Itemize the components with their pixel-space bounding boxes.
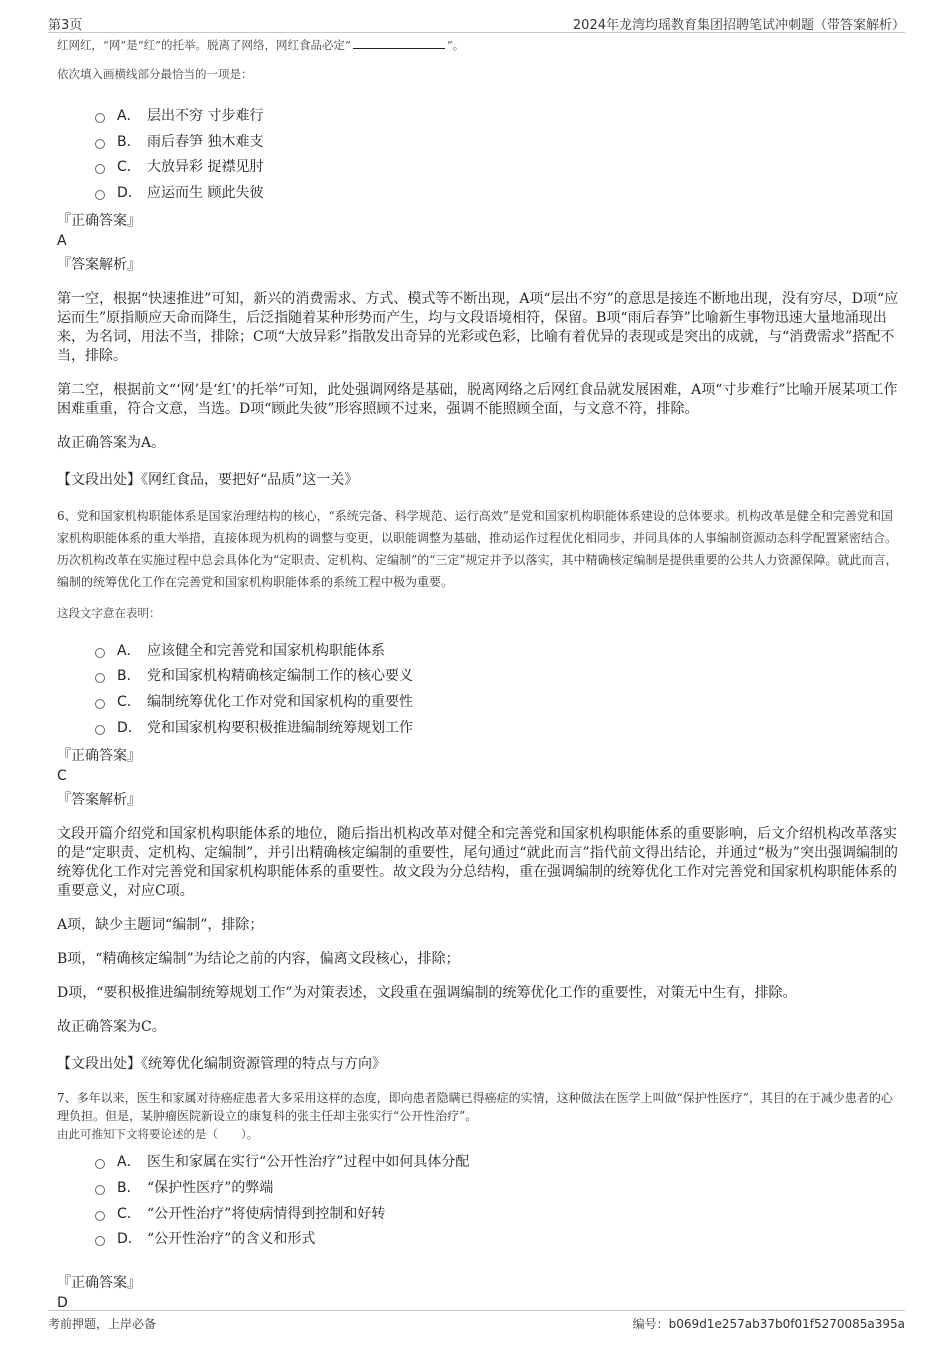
- analysis-conclusion: 故正确答案为A。: [57, 434, 166, 451]
- question-7: [57, 1089, 902, 1314]
- option-d[interactable]: D． 党和国家机构要积极推进编制统筹规划工作: [95, 714, 902, 740]
- correct-answer: D: [57, 1295, 68, 1312]
- radio-icon[interactable]: [95, 1185, 105, 1195]
- option-a[interactable]: A． 医生和家属在实行“公开性治疗”过程中如何具体分配: [95, 1149, 902, 1175]
- question-5-options: [95, 102, 902, 205]
- correct-answer: C: [57, 767, 67, 784]
- radio-icon[interactable]: [95, 725, 105, 735]
- correct-answer: A: [57, 232, 67, 249]
- question-6-stem: 6、党和国家机构职能体系是国家治理结构的核心，“系统完备、科学规范、运行高效”是党和国家机构职能体系建设的总体要求。机构改革是健全和完善党和国家机构职能体系的重大举措，直接体现为机构的调整与变更，以职能调整为基础，推动运作过程优化相同步，并同具体的人事编制资源动态科学配置紧密结合。历次机构改革在实施过程中总会具体化为“定职责、定机构、定编制”的“三定”规定并予以落实，其中精确核定编制是提供重要的公共人力资源保障。就此而言，编制的统筹优化工作在完善党和国家机构职能体系的系统工程中极为重要。: [57, 508, 898, 589]
- source-citation: 【文段出处】《网红食品，要把好“品质”这一关》: [57, 471, 359, 488]
- radio-icon[interactable]: [95, 1211, 105, 1221]
- page-number: 第3页: [48, 18, 83, 33]
- question-5-stem: [57, 34, 902, 56]
- source-citation: 【文段出处】《统筹优化编制资源管理的特点与方向》: [57, 1055, 386, 1072]
- question-5-prompt: 依次填入画横线部分最恰当的一项是：: [57, 67, 253, 81]
- analysis-conclusion: 故正确答案为C。: [57, 1018, 166, 1035]
- question-7-prompt: 由此可推知下文将要论述的是（ ）。: [57, 1126, 259, 1141]
- option-a[interactable]: A． 应该健全和完善党和国家机构职能体系: [95, 637, 902, 663]
- option-b[interactable]: B． “保护性医疗”的弊端: [95, 1174, 902, 1200]
- stem-suffix: ”。: [446, 38, 465, 52]
- analysis-paragraph: 文段开篇介绍党和国家机构职能体系的地位，随后指出机构改革对健全和完善党和国家机构职能体系的重要影响，后文介绍机构改革落实的是“定职责、定机构、定编制”，并引出精确核定编制的重要性，尾句通过“就此而言”指代前文得出结论，并通过“极为”突出强调编制的统筹优化工作对完善党和国家机构职能体系的重要性。故文段为分总结构，重在强调编制的统筹优化工作对完善党和国家机构职能体系的重要意义，对应C项。: [57, 825, 898, 899]
- answer-label: 『正确答案』: [57, 747, 141, 764]
- footer-slogan: 考前押题，上岸必备: [48, 1317, 157, 1331]
- answer-label: 『正确答案』: [57, 1275, 141, 1292]
- document-id: 编号：b069d1e257ab37b0f01f5270085a395a: [632, 1317, 905, 1331]
- analysis-item-d: D项，“要积极推进编制统筹规划工作”为对策表述，文段重在强调编制的统筹优化工作的重要性，对策无中生有，排除。: [57, 984, 797, 1001]
- fill-blank: [353, 36, 445, 49]
- radio-icon[interactable]: [95, 648, 105, 658]
- question-6-prompt: 这段文字意在表明：: [57, 605, 161, 620]
- question-6-options: [95, 637, 902, 740]
- question-5: [57, 34, 902, 489]
- analysis-paragraph: 第一空，根据“快速推进”可知，新兴的消费需求、方式、模式等不断出现，A项“层出不穷”的意思是接连不断地出现，没有穷尽，D项“应运而生”原指顺应天命而降生，后泛指随着某种形势而产生，均与文段语境相符，保留。B项“雨后春笋”比喻新生事物迅速大量地涌现出来，为名词，用法不当，排除；C项“大放异彩”指散发出奇异的光彩或色彩，比喻有着优异的表现或是突出的成就，与“消费需求”搭配不当，排除。: [57, 290, 899, 364]
- radio-icon[interactable]: [95, 113, 105, 123]
- option-d[interactable]: D． “公开性治疗”的含义和形式: [95, 1226, 902, 1252]
- analysis-label: 『答案解析』: [57, 791, 141, 808]
- option-b[interactable]: B． 党和国家机构精确核定编制工作的核心要义: [95, 662, 902, 688]
- document-title: 2024年龙湾均瑶教育集团招聘笔试冲刺题（带答案解析）: [572, 18, 905, 33]
- option-b[interactable]: B． 雨后春笋 独木难支: [95, 128, 902, 154]
- radio-icon[interactable]: [95, 190, 105, 200]
- analysis-label: 『答案解析』: [57, 256, 141, 273]
- question-7-stem: 7、多年以来，医生和家属对待癌症患者大多采用这样的态度，即向患者隐瞒已得癌症的实情，这种做法在医学上叫做“保护性医疗”，其目的在于减少患者的心理负担。但是，某肿瘤医院新设立的康复科的张主任却主张实行“公开性治疗”。: [57, 1090, 893, 1123]
- option-a[interactable]: A． 层出不穷 寸步难行: [95, 102, 902, 128]
- analysis-paragraph: 第二空，根据前文“‘网’是‘红’的托举”可知，此处强调网络是基础，脱离网络之后网红食品就发展困难，A项“寸步难行”比喻开展某项工作困难重重，符合文意，当选。D项“顾此失彼”形容照顾不过来，强调不能照顾全面，与文意不符，排除。: [57, 381, 898, 417]
- analysis-item-b: B项，“精确核定编制”为结论之前的内容，偏离文段核心，排除；: [57, 950, 460, 967]
- option-c[interactable]: C． 编制统筹优化工作对党和国家机构的重要性: [95, 688, 902, 714]
- analysis-item-a: A项，缺少主题词“编制”，排除；: [57, 916, 264, 933]
- radio-icon[interactable]: [95, 673, 105, 683]
- option-c[interactable]: C． “公开性治疗”将使病情得到控制和好转: [95, 1200, 902, 1226]
- option-c[interactable]: C． 大放异彩 捉襟见肘: [95, 153, 902, 179]
- radio-icon[interactable]: [95, 139, 105, 149]
- question-7-options: [95, 1149, 902, 1252]
- option-d[interactable]: D． 应运而生 顾此失彼: [95, 179, 902, 205]
- answer-label: 『正确答案』: [57, 212, 141, 229]
- radio-icon[interactable]: [95, 164, 105, 174]
- radio-icon[interactable]: [95, 699, 105, 709]
- page-footer: [48, 1310, 905, 1332]
- question-6: [57, 505, 902, 1073]
- radio-icon[interactable]: [95, 1159, 105, 1169]
- radio-icon[interactable]: [95, 1236, 105, 1246]
- stem-prefix: 红网红，“网”是“红”的托举。脱离了网络，网红食品必定“: [57, 38, 351, 52]
- page-content: [57, 30, 902, 1315]
